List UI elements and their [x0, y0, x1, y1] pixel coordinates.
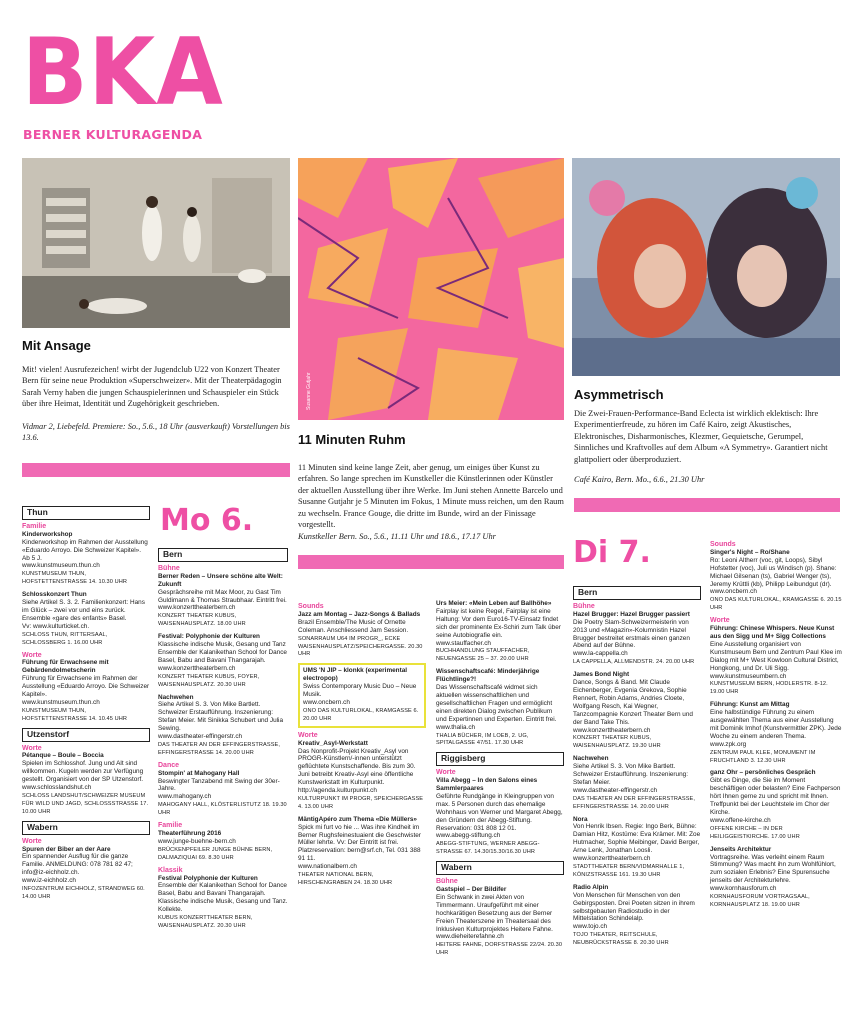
- event-location: KUNSTMUSEUM BERN, HODLERSTR. 8-12. 19.00 UHR: [710, 681, 828, 696]
- feature-body-minuten-ruhm: 11 Minuten sind keine lange Zeit, aber genug, um einiges über Kunst zu erfahren. So lange sprechen im Kunstkeller die Künstlerinnen oder Künstler der aktuellen Ausstellung über ihre Werke. Im Juni stehen Annette Barcelo und Susanne Gutjahr je 5 Minuten im Fokus, 1 Minute muss reichen, um den Raum zu wechseln. France Gouge, die dritte im Bunde, wird an der Finissage vorgestellt.: [298, 463, 564, 530]
- event-location: BRÜCKENPFEILER JUNGE BÜHNE BERN, DALMAZIQUAI 69. 8.30 UHR: [158, 846, 273, 861]
- event-entry: [573, 755, 701, 811]
- event-text: Siehe Artikel S. 3. Von Mike Bartlett. Schweizer Erstaufführung. Inszenierung: Stefan Meier. Mit Sinikka Schubert und Julia Sewing.: [158, 701, 284, 733]
- event-text: Fairplay ist keine Regel, Fairplay ist eine Haltung: Vor dem Euro16-TV-Einsatz findet sich der prominente Ex-Schiri zum Talk über seine Autobiografie ein.: [436, 607, 561, 639]
- event-title: Urs Meier: «Mein Leben auf Ballhöhe»: [436, 600, 552, 607]
- feature-info-asymmetrisch: Café Kairo, Bern. Mo., 6.6., 21.30 Uhr: [574, 475, 705, 484]
- event-text: Klassische indische Musik, Gesang und Tanz Ensemble der Kalanikethan School for Dance Basel, Babu and Bavani Thangarajah.: [158, 641, 287, 664]
- category-label: Familie: [158, 822, 183, 830]
- event-location: MAHOGANY HALL, KLÖSTERLISTUTZ 18. 19.30 UHR: [158, 802, 287, 817]
- event-entry: [298, 816, 426, 888]
- event-url[interactable]: www.thalia.ch: [436, 723, 476, 731]
- event-url[interactable]: www.kornhausforum.ch: [710, 885, 777, 893]
- event-title: Nachwehen: [573, 755, 609, 763]
- event-title: Schlosskonzert Thun: [22, 591, 87, 599]
- event-title: Hazel Brugger: Hazel Brugger passiert: [573, 610, 690, 618]
- event-entry: [573, 671, 701, 751]
- event-text: Führung für Erwachsene im Rahmen der Ausstellung «Eduardo Arroyo. Die Schweizer Kapitel».: [22, 675, 150, 699]
- column-3: [298, 600, 426, 892]
- event-text: Ensemble der Kalanikethan School for Dance Basel, Babu and Bavani Thangarajah. Klassische indische Musik, Gesang und Tanz. Kollekte.: [158, 882, 288, 914]
- event-url[interactable]: www.junge-buehne-bern.ch: [158, 837, 236, 845]
- event-url[interactable]: www.zpk.org: [710, 740, 747, 748]
- event-entry: [436, 777, 564, 857]
- event-entry: [436, 600, 564, 664]
- event-location: SCHLOSS LANDSHUT/SCHWEIZER MUSEUM FÜR WILD UND JAGD, SCHLOSSSTRASSE 17. 10.00 UHR: [22, 793, 149, 815]
- event-text: Ein Schwank in zwei Akten von Timmermann. Uraufgeführt mit einer hochkarätigen Besetzung aus der Berner Freien Theaterszene im Theatersaal des Inklusiven Kulturprojektes Heitere Fahne.: [436, 893, 553, 933]
- event-title: Nora: [573, 815, 588, 823]
- location-header: Utzenstorf: [22, 728, 150, 742]
- event-entry: [22, 659, 150, 723]
- event-title: Singer's Night – Ro/Shane: [710, 548, 790, 556]
- event-location: BUCHHANDLUNG STAUFFACHER, NEUENGASSE 25 – 37. 20.00 UHR: [436, 648, 530, 663]
- event-title: Führung: Kunst am Mittag: [710, 701, 790, 709]
- event-entry: [22, 846, 150, 902]
- event-location: KONZERT THEATER KUBUS, WAISENHAUSPLATZ. 19.30 UHR: [573, 735, 661, 750]
- event-entry: [710, 625, 842, 697]
- event-url[interactable]: www.dastheater-effingerstr.ch: [573, 786, 658, 794]
- event-url[interactable]: www.offene-kirche.ch: [710, 816, 771, 824]
- feature-body-mit-ansage: Mit! vielen! Ausrufezeichen! wirbt der Jugendclub U22 von Konzert Theater Bern für seine neue Produktion «Superschweizer». Mit der Theaterpädagogin Sarah Verny haben die jungen Schauspielerinnen und Schauspieler ein Stück über ihre Heimat, Identität und Zugehörigkeit geschrieben.: [22, 365, 282, 409]
- event-entry: [158, 875, 288, 931]
- event-entry: [573, 884, 701, 948]
- event-location: KONZERT THEATER KUBUS, WAISENHAUSPLATZ. 18.00 UHR: [158, 613, 246, 628]
- event-entry: [158, 694, 288, 758]
- event-text: Von Menschen für Menschen von den Gebirgsposten. Drei Poeten sitzen in ihrem selbstgebauten Radiostudio in der Mittelstation Schindelalp.: [573, 891, 695, 923]
- event-url[interactable]: www.schlosslandshut.ch: [22, 784, 92, 792]
- event-text: Das Nonprofit-Projekt Kreativ_Asyl von PROGR-Künstlern/-innen unterstützt geflüchtete Kunstschaffende. Bis zum 30. Juni betreibt Kreativ-Asyl eine öffentliche Kunstwerkstatt im Kulturpunkt.: [298, 747, 416, 787]
- event-url[interactable]: www.nationalbern.ch: [298, 863, 357, 871]
- event-location: KONZERT THEATER KUBUS, FOYER, WAISENHAUSPLATZ. 20.30 UHR: [158, 673, 260, 688]
- event-location: SONARRAUM U64 IM PROGR_, ECKE WAISENHAUSPLATZ/SPEICHERGASSE. 20.30 UHR: [298, 635, 423, 658]
- event-title: Führung für Erwachsene mit Gebärdendolmetscherin: [22, 659, 109, 675]
- event-title: Kinderworkshop: [22, 530, 73, 538]
- photo-pink-artwork: [298, 158, 564, 420]
- event-location: KULTURPUNKT IM PROGR, SPEICHERGASSE 4. 13.00 UHR: [298, 795, 424, 810]
- event-entry: [573, 611, 701, 667]
- event-location: ONO DAS KULTURLOKAL, KRAMGASSE 6. 20.00 UHR: [303, 707, 419, 722]
- event-entry: [22, 591, 150, 647]
- event-location: OFFENE KIRCHE – IN DER HEILIGGEISTKIRCHE. 17.00 UHR: [710, 825, 800, 840]
- column-5: [573, 586, 701, 952]
- event-text: Spielen im Schlosshof. Jung und Alt sind willkommen. Kugeln werden zur Verfügung gestellt. Organisiert von der SP Utzenstorf.: [22, 760, 144, 784]
- event-url[interactable]: www.kunstmuseum.thun.ch: [22, 698, 100, 706]
- event-text: Das Wissenschaftscafé widmet sich aktuellen wissenschaftlichen und gesellschaftlichen Fragen und ermöglicht einen direkten Dialog zwischen Publikum und Expertinnen und Experten. Eintritt frei.: [436, 684, 557, 723]
- event-location: DAS THEATER AN DER EFFINGERSTRASSE, EFFINGERSTRASSE 14. 20.00 UHR: [158, 741, 281, 756]
- event-location: KUBUS KONZERTTHEATER BERN, WAISENHAUSPLATZ. 20.30 UHR: [158, 915, 253, 929]
- category-label: Bühne: [436, 878, 458, 886]
- event-title: Festival Polyphonie der Kulturen: [158, 874, 258, 882]
- event-location: ABEGG-STIFTUNG, WERNER ABEGG-STRASSE 67. 14.30/15.30/16.30 UHR: [436, 841, 540, 856]
- event-title: Wissenschaftscafé: Minderjährige Flüchtlinge?!: [436, 668, 540, 684]
- event-location: THEATER NATIONAL BERN, HIRSCHENGRABEN 24. 18.30 UHR: [298, 872, 393, 886]
- event-title: Festival: Polyphonie der Kulturen: [158, 633, 260, 641]
- event-title: Jenseits Architektur: [710, 845, 772, 853]
- feature-title-minuten-ruhm: 11 Minuten Ruhm: [298, 432, 406, 447]
- event-entry: [158, 770, 288, 818]
- event-entry: [573, 816, 701, 880]
- event-text: Eine halbstündige Führung zu einem ausgewählten Thema aus einer Ausstellung mit Dominik Imhof (Kunstvermittler ZPK). Jede Woche zu einem anderen Thema.: [710, 709, 842, 740]
- event-location: STADTTHEATER BERN/VIDMARHALLE 1, KÖNIZSTRASSE 161. 19.30 UHR: [573, 864, 685, 878]
- event-url[interactable]: www.oncbern.ch: [303, 698, 350, 706]
- category-label: Worte: [436, 769, 456, 777]
- event-text: Swiss Contemporary Music Duo – Neue Musik.: [303, 683, 417, 699]
- feature-title-asymmetrisch: Asymmetrisch: [574, 387, 664, 402]
- category-label: Worte: [22, 744, 42, 752]
- event-entry: [436, 668, 564, 748]
- category-label: Familie: [22, 522, 47, 530]
- event-location: LA CAPPELLA, ALLMENDSTR. 24. 20.00 UHR: [573, 659, 695, 666]
- category-label: Bühne: [573, 602, 595, 610]
- event-title: Nachwehen: [158, 693, 194, 701]
- event-title: Stompin' at Mahogany Hall: [158, 769, 240, 777]
- highlighted-event-entry: [298, 663, 426, 727]
- category-label: Worte: [298, 731, 318, 739]
- event-entry: [158, 573, 288, 629]
- logo-subtitle: BERNER KULTURAGENDA: [23, 127, 203, 142]
- event-url[interactable]: http://agenda.kulturpunkt.ch: [298, 787, 377, 795]
- event-text: Kinderworkshop im Rahmen der Ausstellung «Eduardo Arroyo. Die Schweizer Kapitel». Ab 5 J.: [22, 538, 148, 562]
- event-text: Ein spannender Ausflug für die ganze Familie. ANMELDUNG: 078 781 82 47; info@iz-eichholz.ch.: [22, 853, 133, 877]
- category-label: Worte: [22, 837, 42, 845]
- pink-bar: [574, 498, 840, 512]
- event-entry: [710, 549, 842, 613]
- event-url[interactable]: www.dastheater-effingerstr.ch: [158, 733, 243, 741]
- feature-body-asymmetrisch: Die Zwei-Frauen-Performance-Band Eclecta ist wirklich eklektisch: Ihre Experimentierfreude, zu hören im Café Kairo, zeigt Akustisches, Elektronisches, Disharmonisches, Klezmer, Gequietsche, Gerumpel, Sinnliches und Kraftvolles auf dem Album «A Symmetry». Garantiert nicht glattpoliert oder überproduziert.: [574, 409, 828, 464]
- category-label: Bühne: [158, 564, 180, 572]
- event-title: Spuren der Biber an der Aare: [22, 845, 111, 853]
- event-title: James Bond Night: [573, 671, 630, 679]
- location-header: Bern: [573, 586, 701, 600]
- event-entry: [436, 886, 564, 958]
- event-text: Gesprächsreihe mit Max Moor, zu Gast Tim Guldimann & Thomas Straubhaar. Eintritt frei.: [158, 588, 287, 604]
- event-title: Pétanque – Boule – Boccia: [22, 752, 104, 760]
- event-text: Dance, Songs & Band. Mit Claude Eichenberger, Evgenia Grekova, Sophie Rennert, Robin Adams, Andries Cloete, Wolfgang Resch, Kai Wegner, Tanzcompagnie Konzert Theater Bern und der Band Take This.: [573, 679, 693, 726]
- column-1: [22, 506, 150, 906]
- event-text: Ro: Leoni Altherr (voc, git, Loops), Sibyl Hofstetter (voc), Juli us Windisch (p). Shane: Michael Gilsenan (ts), Gabriel Wenger (ts), Jeremy Krüttli (kb), Philipp Leibundgut (dr).: [710, 556, 837, 588]
- event-url[interactable]: www.kunstmuseum.thun.ch: [22, 562, 100, 570]
- event-url[interactable]: www.la-cappella.ch: [573, 650, 628, 658]
- event-text: Spick mi furt vo hie ... Was ihre Kindheit im Berner Rughsfeinestuaient die Geschwister Müller lehrte. Vv: Der Eintritt ist frei. Platzreservation: bern@srf.ch, Tel. 031 388 91 11.: [298, 823, 421, 863]
- photo-stage-scene: [22, 158, 290, 328]
- event-location: KORNHAUSFORUM VORTRAGSAAL, KORNHAUSPLATZ 18. 19.00 UHR: [710, 894, 810, 908]
- event-location: DAS THEATER AN DER EFFINGERSTRASSE, EFFINGERSTRASSE 14. 20.00 UHR: [573, 795, 696, 810]
- photo-credit: Susanne Gutjahr: [306, 372, 312, 410]
- feature-info-minuten-ruhm: Kunstkeller Bern. So., 5.6., 11.11 Uhr und 18.6., 17.17 Uhr: [298, 532, 496, 541]
- event-url[interactable]: www.oncbern.ch: [710, 588, 757, 596]
- event-title: Theaterführung 2016: [158, 830, 222, 837]
- event-text: Brazil Ensemble/The Music of Ornette Coleman. Anschliessend Jam Session.: [298, 618, 409, 634]
- day-header-monday: Mo 6.: [160, 503, 254, 538]
- column-4: [436, 600, 564, 962]
- event-url[interactable]: www.konzerttheaterbern.ch: [158, 664, 236, 672]
- event-location: KUNSTMUSEUM THUN, HOFSTETTENSTRASSE 14. 10.30 UHR: [22, 571, 128, 586]
- event-url[interactable]: www.stauffacher.ch: [436, 639, 491, 647]
- feature-info-mit-ansage: Vidmar 2, Liebefeld. Premiere: So., 5.6., 18 Uhr (ausverkauft) Vorstellungen bis 13.6.: [22, 422, 290, 443]
- location-header: Wabern: [22, 821, 150, 835]
- location-header: Thun: [22, 506, 150, 520]
- event-title: Gastspiel – Der Bildifer: [436, 886, 507, 893]
- event-title: Jazz am Montag – Jazz-Songs & Ballads: [298, 610, 421, 618]
- event-url[interactable]: www.abegg-stiftung.ch: [436, 832, 501, 840]
- category-label: Dance: [158, 761, 180, 769]
- event-location: HEITERE FAHNE, DORFSTRASSE 22/24. 20.30 UHR: [436, 942, 563, 957]
- event-title: MäntigApéro zum Thema «Die Müllers»: [298, 815, 417, 823]
- event-title: Kreativ_Asyl-Werkstatt: [298, 739, 368, 747]
- event-location: INFOZENTRUM EICHHOLZ, STRANDWEG 60. 14.00 UHR: [22, 886, 145, 900]
- location-header: Wabern: [436, 861, 564, 875]
- event-entry: [158, 830, 288, 863]
- event-text: Geführte Rundgänge in Kleingruppen von max. 5 Personen durch das ehemalige Wohnhaus von Werner und Margaret Abegg, den Gründern der Abegg-Stiftung. Reservation: 031 808 12 01.: [436, 792, 563, 832]
- category-label: Sounds: [298, 603, 324, 610]
- event-url[interactable]: www.kunstmuseumbern.ch: [710, 672, 787, 680]
- event-title: Villa Abegg – In den Salons eines Sammlerpaares: [436, 777, 538, 793]
- event-url[interactable]: www.konzerttheaterbern.ch: [573, 726, 651, 734]
- event-location: SCHLOSS THUN, RITTERSAAL, SCHLOSSBERG 1. 16.00 UHR: [22, 631, 108, 646]
- event-url[interactable]: www.dieheiterefahne.ch: [436, 933, 504, 941]
- event-entry: [158, 633, 288, 689]
- event-title: Führung: Chinese Whispers. Neue Kunst aus den Sigg und M+ Sigg Collections: [710, 625, 835, 640]
- event-location: KUNSTMUSEUM THUN, HOFSTETTENSTRASSE 14. 10.45 UHR: [22, 707, 128, 722]
- event-url[interactable]: www.tojo.ch: [573, 923, 608, 931]
- event-title: Radio Alpin: [573, 883, 609, 891]
- event-entry: [22, 531, 150, 587]
- event-url[interactable]: Vv: www.kulturticket.ch.: [22, 622, 90, 630]
- day-header-tuesday: Di 7.: [573, 535, 651, 570]
- event-title: ganz Ohr – persönliches Gespräch: [710, 769, 816, 777]
- event-text: Siehe Artikel S. 3. Von Mike Bartlett. Schweizer Erstaufführung. Inszenierung: Stefan Meier.: [573, 763, 688, 786]
- event-url[interactable]: www.konzerttheaterbern.ch: [158, 604, 236, 612]
- event-location: THALIA BÜCHER, IM LOEB, 2. UG, SPITALGASSE 47/51. 17.30 UHR: [436, 732, 529, 747]
- event-entry: [710, 701, 842, 765]
- event-text: Eine Ausstellung organisiert von Kunstmuseum Bern und Zentrum Paul Klee im Dialog mit M+ West Kowloon Cultural District, Hongkong, und Dr. Uli Sigg.: [710, 640, 842, 672]
- event-title: Berner Reden – Unsere schöne alte Welt: Zukunft: [158, 572, 283, 588]
- event-url[interactable]: www.mahogany.ch: [158, 793, 212, 801]
- column-6: [710, 538, 842, 914]
- pink-bar: [22, 463, 290, 477]
- event-text: Gibt es Dinge, die Sie im Moment beschäftigen oder belasten? Eine Fachperson hört Ihnen gerne zu und spricht mit Ihnen. Treffpunkt bei der Leuchtstele im Chor der Kirche.: [710, 777, 841, 816]
- event-location: ONO DAS KULTURLOKAL, KRAMGASSE 6. 20.15 UHR: [710, 597, 842, 612]
- event-text: Vortragsreihe. Was verleiht einem Raum Stimmung? Was macht ihn zum Wohlfühlort, zum sozialen Erlebnis? Eine Spurensuche jenseits der Architekturlehre.: [710, 853, 836, 885]
- pink-bar: [298, 555, 564, 569]
- category-label: Sounds: [710, 541, 736, 548]
- event-text: Siehe Artikel S. 3. 2. Familienkonzert: Hans im Glück – zwei vor und eins zurück. Ensemble «gare des enfants» Basel.: [22, 599, 145, 622]
- event-text: Beswingter Tanzabend mit Swing der 30er-Jahre.: [158, 777, 280, 793]
- logo: BKA: [22, 18, 224, 127]
- location-header: Riggisberg: [436, 752, 564, 766]
- event-entry: [710, 769, 842, 841]
- location-header: Bern: [158, 548, 288, 562]
- event-entry: [710, 846, 842, 910]
- feature-title-mit-ansage: Mit Ansage: [22, 338, 91, 353]
- category-label: Klassik: [158, 866, 183, 874]
- event-url[interactable]: www.konzerttheaterbern.ch: [573, 855, 651, 863]
- event-location: TOJO THEATER, REITSCHULE, NEUBRÜCKSTRASSE 8. 20.30 UHR: [573, 932, 669, 947]
- event-text: Die Poetry Slam-Schweizermeisterin von 2013 und «Magazin»-Kolumnistin Hazel Brugger bestreitet erstmals einen ganzen Abend auf der Bühne.: [573, 618, 690, 650]
- event-entry: [298, 740, 426, 812]
- event-entry: [298, 611, 426, 659]
- event-url[interactable]: www.iz-eichholz.ch: [22, 877, 76, 885]
- event-location: ZENTRUM PAUL KLEE, MONUMENT IM FRUCHTLAND 3. 12.30 UHR: [710, 749, 816, 764]
- category-label: Worte: [710, 617, 730, 625]
- event-text: Von Henrik Ibsen. Regie: Ingo Berk, Bühne: Damian Hitz, Kostüme: Eva Krämer. Mit: Zoe Hutmacher, Sophie Meibinger, David Berger, Arne Lenk, Jonathan Loosli.: [573, 823, 701, 855]
- photo-band-portrait: [572, 158, 840, 376]
- category-label: Worte: [22, 651, 42, 659]
- column-2: [158, 548, 288, 935]
- event-entry: [22, 752, 150, 816]
- event-title: UMS 'N JIP – klonkk (experimental electropop): [303, 667, 408, 683]
